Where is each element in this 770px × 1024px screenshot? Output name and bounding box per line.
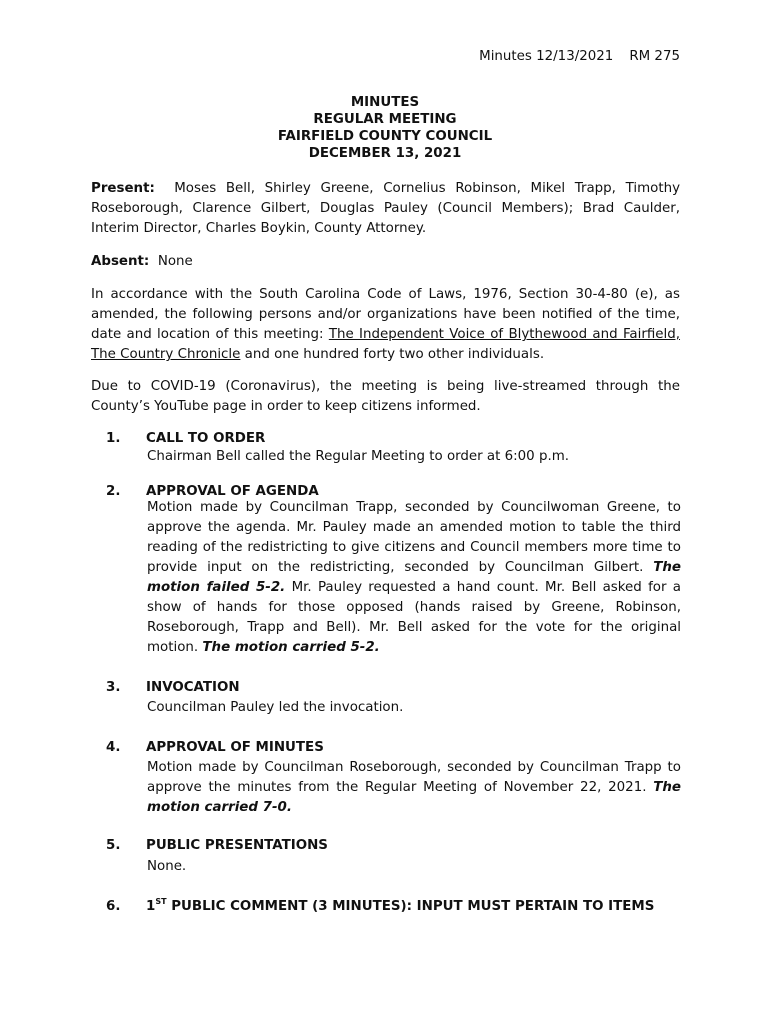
item-body-text: Mr. Pauley requested a hand count. Mr. Bell asked for a show of hands for those opposed (hands raised by Greene, Robinson, Roseborough, Trapp and Bell). Mr. Bell asked for the vote for the original motion. xyxy=(147,580,682,655)
motion-result: The motion failed 5-2. xyxy=(147,560,681,595)
covid-paragraph xyxy=(91,377,680,417)
ordinal-suffix: ST xyxy=(155,897,167,906)
title-line-2: REGULAR MEETING xyxy=(313,112,457,127)
notified-media: The Independent Voice of Blythewood and Fairfield, The Country Chronicle xyxy=(91,327,681,362)
item-heading xyxy=(146,897,654,917)
title-line-1: MINUTES xyxy=(350,95,420,110)
minutes-date: Minutes 12/13/2021 xyxy=(479,49,614,64)
covid-text: Due to COVID-19 (Coronavirus), the meeting is being live-streamed through the County’s YouTube page in order to keep citizens informed. xyxy=(91,379,680,414)
document-title xyxy=(0,94,770,162)
motion-result: The motion carried 7-0. xyxy=(147,780,681,815)
absent-label: Absent: xyxy=(91,254,150,269)
item-heading: APPROVAL OF MINUTES xyxy=(146,740,324,755)
item-number: 2. xyxy=(106,484,121,499)
title-line-3: FAIRFIELD COUNTY COUNCIL xyxy=(277,129,493,144)
present-label: Present: xyxy=(91,181,155,196)
item-heading: INVOCATION xyxy=(146,680,240,695)
item-body-text: Motion made by Councilman Trapp, seconded by Councilwoman Greene, to approve the agenda. Mr. Pauley made an amended motion to table the third reading of the redistricting to give citizens and Council members more time to provide input on the redistricting, seconded by Councilman Gilbert. xyxy=(147,500,681,575)
notice-text: In accordance with the South Carolina Code of Laws, 1976, Section 30-4-80 (e), as amended, the following persons and/or organizations have been notified of the time, date and location of this meeting: xyxy=(91,287,680,342)
item-heading: PUBLIC PRESENTATIONS xyxy=(146,838,328,853)
absent-text: None xyxy=(157,254,193,269)
absent-paragraph xyxy=(91,252,680,272)
title-line-4: DECEMBER 13, 2021 xyxy=(308,146,462,161)
item-number: 5. xyxy=(106,838,121,853)
item-body xyxy=(147,758,681,818)
item-body xyxy=(147,498,681,658)
page-reference: RM 275 xyxy=(629,49,680,64)
item-body: None. xyxy=(147,859,187,874)
item-body: Chairman Bell called the Regular Meeting to order at 6:00 p.m. xyxy=(147,449,570,464)
item-body-text: Motion made by Councilman Roseborough, seconded by Councilman Trapp to approve the minutes from the Regular Meeting of November 22, 2021. xyxy=(147,760,681,795)
notice-tail: and one hundred forty two other individuals. xyxy=(240,347,545,362)
present-paragraph xyxy=(91,179,680,239)
item-number: 6. xyxy=(106,899,121,914)
item-number: 3. xyxy=(106,680,121,695)
motion-result: The motion carried 5-2. xyxy=(202,640,380,655)
ordinal-number: 1 xyxy=(146,899,156,914)
notice-paragraph xyxy=(91,285,680,365)
item-number: 4. xyxy=(106,740,121,755)
item-body: Councilman Pauley led the invocation. xyxy=(147,700,404,715)
item-heading-text: PUBLIC COMMENT (3 MINUTES): INPUT MUST PERTAIN TO ITEMS xyxy=(166,899,655,914)
page-header xyxy=(463,47,680,67)
item-number: 1. xyxy=(106,431,121,446)
item-heading: CALL TO ORDER xyxy=(146,431,266,446)
present-text: Moses Bell, Shirley Greene, Cornelius Robinson, Mikel Trapp, Timothy Roseborough, Clarence Gilbert, Douglas Pauley (Council Members); Brad Caulder, Interim Director, Charles Boykin, County Attorney. xyxy=(91,181,680,236)
item-heading: APPROVAL OF AGENDA xyxy=(146,484,319,499)
